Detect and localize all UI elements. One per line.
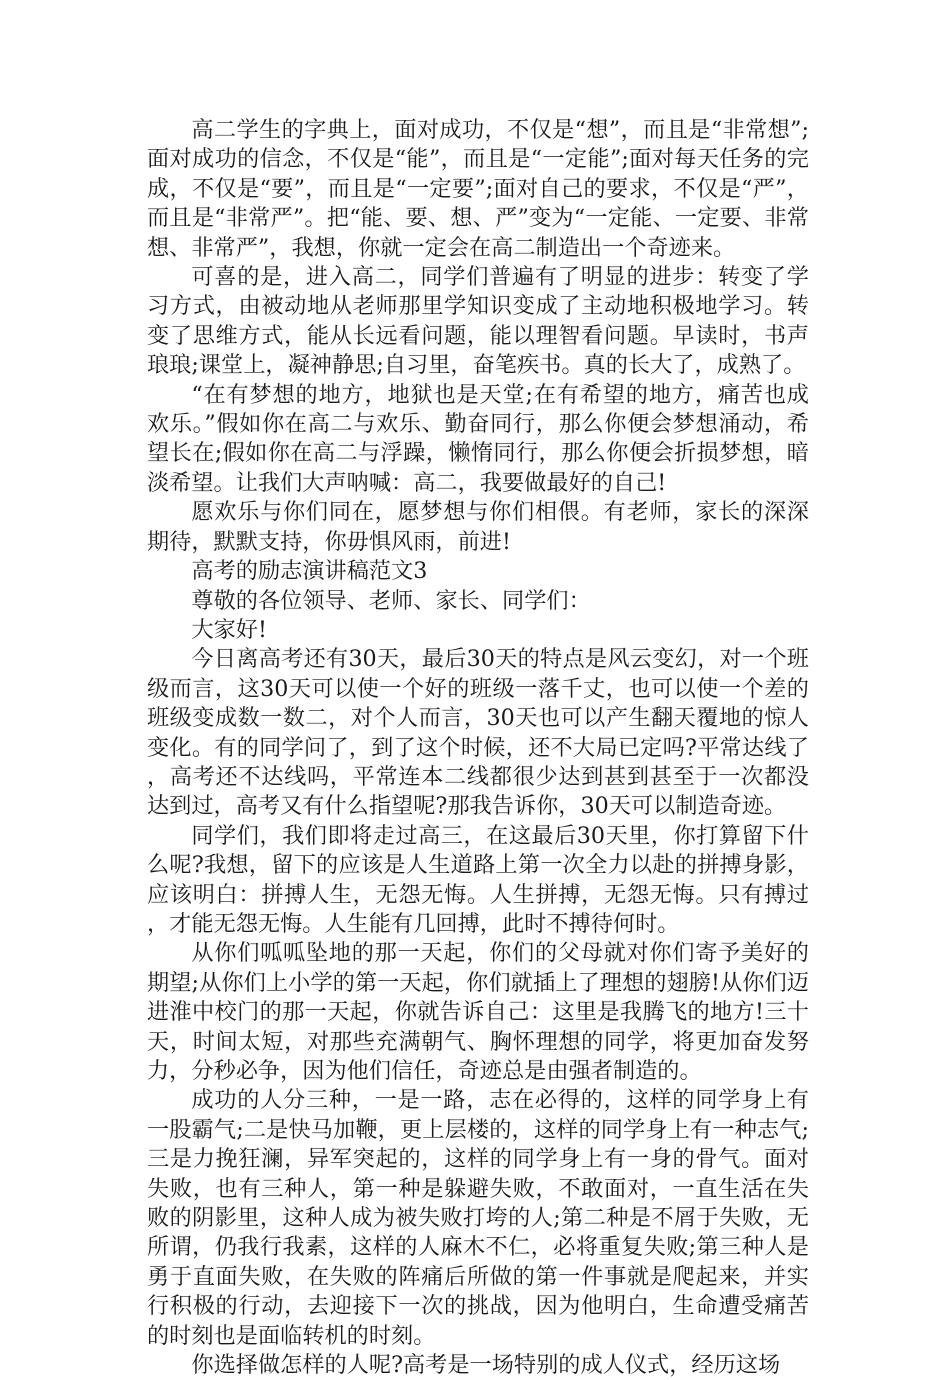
paragraph-6: 同学们，我们即将走过高三，在这最后30天里，你打算留下什么呢?我想，留下的应该是人生道路上第一次全力以赴的拼搏身影，应该明白：拼搏人生，无怨无悔。人生拼搏，无怨无悔。只有搏过，才能无怨无悔。人生能有几回搏，此时不搏待何时。 — [147, 822, 809, 937]
paragraph-1: 高二学生的字典上，面对成功，不仅是“想”，而且是“非常想”;面对成功的信念，不仅是“能”，而且是“一定能”;面对每天任务的完成，不仅是“要”，而且是“一定要”;面对自己的要求，不仅是“严”，而且是“非常严”。把“能、要、想、严”变为“一定能、一定要、非常想、非常严”，我想，你就一定会在高二制造出一个奇迹来。 — [147, 117, 809, 261]
salutation: 尊敬的各位领导、老师、家长、同学们： — [191, 587, 591, 614]
section-title: 高考的励志演讲稿范文3 — [191, 558, 428, 585]
paragraph-8: 成功的人分三种，一是一路，志在必得的，这样的同学身上有一股霸气;二是快马加鞭，更上层楼的，这样的同学身上有一种志气;三是力挽狂澜，异军突起的，这样的同学身上有一身的骨气。面对失败，也有三种人，第一种是躲避失败，不敢面对，一直生活在失败的阴影里，这种人成为被失败打垮的人;第二种是不屑于失败，无所谓，仍我行我素，这样的人麻木不仁，必将重复失败;第三种人是勇于直面失败，在失败的阵痛后所做的第一件事就是爬起来，并实行积极的行动，去迎接下一次的挑战，因为他明白，生命遭受痛苦的时刻也是面临转机的时刻。 — [147, 1087, 809, 1349]
paragraph-9: 你选择做怎样的人呢?高考是一场特别的成人仪式，经历这场 — [191, 1352, 781, 1379]
paragraph-4: 愿欢乐与你们同在，愿梦想与你们相偎。有老师，家长的深深期待，默默支持，你毋惧风雨，前进! — [147, 499, 809, 555]
greeting: 大家好! — [191, 616, 267, 643]
document-body — [147, 116, 809, 1380]
paragraph-2: 可喜的是，进入高二，同学们普遍有了明显的进步：转变了学习方式，由被动地从老师那里学知识变成了主动地积极地学习。转变了思维方式，能从长远看问题，能以理智看问题。早读时，书声琅琅;课堂上，凝神静思;自习里，奋笔疾书。真的长大了，成熟了。 — [147, 264, 809, 379]
paragraph-7: 从你们呱呱坠地的那一天起，你们的父母就对你们寄予美好的期望;从你们上小学的第一天起，你们就插上了理想的翅膀!从你们迈进淮中校门的那一天起，你就告诉自己：这里是我腾飞的地方!三十天，时间太短，对那些充满朝气、胸怀理想的同学，将更加奋发努力，分秒必争，因为他们信任，奇迹总是由强者制造的。 — [147, 940, 809, 1084]
paragraph-5: 今日离高考还有30天，最后30天的特点是风云变幻，对一个班级而言，这30天可以使一个好的班级一落千丈，也可以使一个差的班级变成数一数二，对个人而言，30天也可以产生翻天覆地的惊人变化。有的同学问了，到了这个时候，还不大局已定吗?平常达线了，高考还不达线吗，平常连本二线都很少达到甚到甚至于一次都没达到过，高考又有什么指望呢?那我告诉你，30天可以制造奇迹。 — [147, 646, 809, 820]
paragraph-3: “在有梦想的地方，地狱也是天堂;在有希望的地方，痛苦也成欢乐。”假如你在高二与欢乐、勤奋同行，那么你便会梦想涌动，希望长在;假如你在高二与浮躁，懒惰同行，那么你便会折损梦想，暗淡希望。让我们大声呐喊：高二，我要做最好的自己! — [147, 381, 809, 496]
